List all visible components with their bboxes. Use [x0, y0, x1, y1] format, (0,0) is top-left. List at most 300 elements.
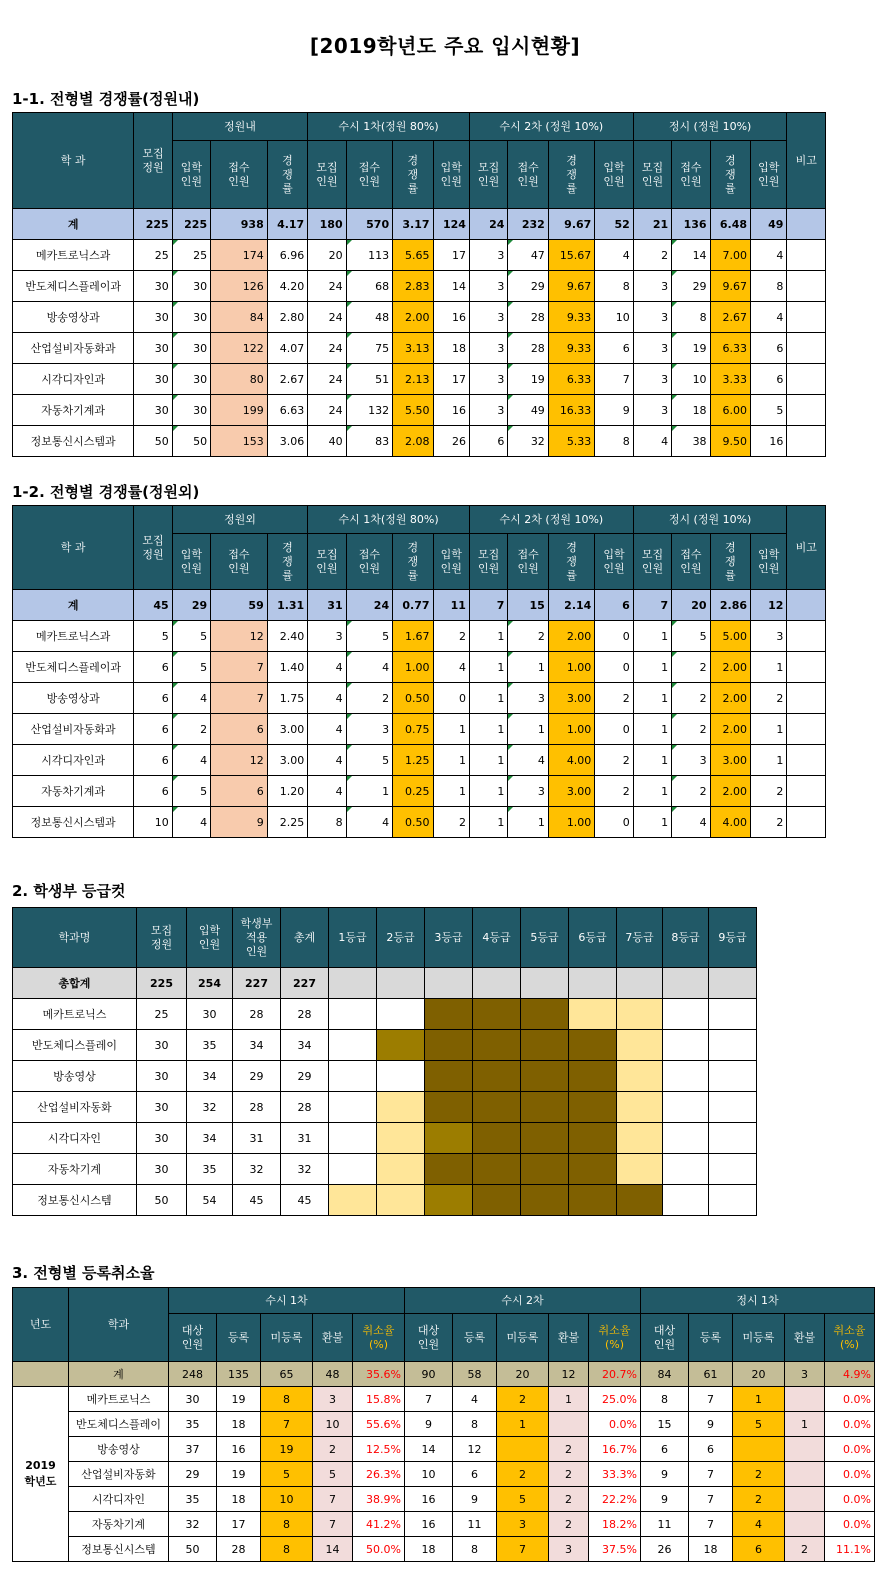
- cell: 0: [595, 652, 633, 683]
- table-grade-cut: [12, 907, 757, 1216]
- grade-cell: [663, 1185, 709, 1216]
- cell: 2: [433, 807, 469, 838]
- cell: 4: [595, 240, 633, 271]
- cell: 2: [549, 1437, 589, 1462]
- subheader-rate: 경 쟁 률: [267, 141, 307, 209]
- table-row: [13, 1412, 875, 1437]
- table-row: [13, 1092, 757, 1123]
- cell: 14: [313, 1537, 353, 1562]
- table-row: [13, 364, 826, 395]
- cell: 32: [508, 426, 548, 457]
- cell: 10: [261, 1487, 313, 1512]
- cell: 30: [187, 999, 233, 1030]
- grade-cell: [617, 1061, 663, 1092]
- grade-cell: [425, 968, 473, 999]
- cell: 1: [751, 714, 787, 745]
- dept-name: 시각디자인: [69, 1487, 169, 1512]
- table-row: [13, 1030, 757, 1061]
- cell: 6.33: [710, 333, 750, 364]
- grade-cell: [377, 1030, 425, 1061]
- cell: 2: [549, 1487, 589, 1512]
- cell: 28: [233, 999, 281, 1030]
- cell: 33.3%: [589, 1462, 641, 1487]
- cell: 122: [211, 333, 268, 364]
- cell: 2: [785, 1537, 825, 1562]
- grade-cell: [329, 1061, 377, 1092]
- grade-cell: [425, 1092, 473, 1123]
- cell: 7: [211, 683, 268, 714]
- cell: 4.9%: [825, 1362, 875, 1387]
- section-2-title: 2. 학생부 등급컷: [12, 882, 126, 900]
- cell: 29: [508, 271, 548, 302]
- cell: 1: [633, 683, 671, 714]
- subheader-rec: 모집 인원: [633, 141, 671, 209]
- cell: 4.00: [548, 745, 595, 776]
- cell: 3: [633, 395, 671, 426]
- cell: 30: [137, 1154, 187, 1185]
- grade-cell: [617, 1185, 663, 1216]
- grade-cell: [617, 1092, 663, 1123]
- cell: [787, 652, 826, 683]
- cell: 30: [137, 1061, 187, 1092]
- grade-cell: [473, 1030, 521, 1061]
- cell: 2.67: [267, 364, 307, 395]
- grade-cell: [569, 1185, 617, 1216]
- cell: 2.00: [710, 714, 750, 745]
- cell: 4: [172, 807, 210, 838]
- cell: 35: [169, 1412, 217, 1437]
- subheader-rate: 경 쟁 률: [393, 534, 433, 590]
- cell: 25: [137, 999, 187, 1030]
- cell: 14: [433, 271, 469, 302]
- cell: 34: [233, 1030, 281, 1061]
- cell: 5: [313, 1462, 353, 1487]
- cell: 29: [169, 1462, 217, 1487]
- cell: 41.2%: [353, 1512, 405, 1537]
- cell: 50: [172, 426, 210, 457]
- cell: 3.17: [393, 209, 433, 240]
- cell: 4.07: [267, 333, 307, 364]
- header-group-early2: 수시 2차 (정원 10%): [469, 113, 633, 141]
- table-competition-in-quota: [12, 112, 826, 457]
- cell: 37.5%: [589, 1537, 641, 1562]
- cell: 1: [508, 807, 548, 838]
- header-dept: 학과: [69, 1288, 169, 1362]
- cell: 55.6%: [353, 1412, 405, 1437]
- cell: 5: [172, 776, 210, 807]
- cell: 3.00: [548, 776, 595, 807]
- cell: 7: [595, 364, 633, 395]
- cell: 6: [134, 714, 172, 745]
- cell: 1: [469, 745, 507, 776]
- cell: 1: [633, 776, 671, 807]
- dept-name: 자동차기계과: [13, 395, 134, 426]
- cell: 11: [433, 590, 469, 621]
- cell: 174: [211, 240, 268, 271]
- cell: 3: [469, 302, 507, 333]
- cell: 2: [346, 683, 393, 714]
- cell: 2.00: [710, 683, 750, 714]
- header-year: 년도: [13, 1288, 69, 1362]
- cell: 30: [172, 395, 210, 426]
- cell: 14: [672, 240, 710, 271]
- cell: 1: [469, 652, 507, 683]
- cell: [787, 209, 826, 240]
- dept-name: 반도체디스플레이: [13, 1030, 137, 1061]
- cell: 0.75: [393, 714, 433, 745]
- grade-header: 학생부 적용 인원: [233, 908, 281, 968]
- dept-name: 메카트로닉스과: [13, 240, 134, 271]
- cell: 2: [508, 621, 548, 652]
- cell: 153: [211, 426, 268, 457]
- cell: 25.0%: [589, 1387, 641, 1412]
- cell: 4.00: [710, 807, 750, 838]
- cell: 9: [689, 1412, 733, 1437]
- cell: 54: [187, 1185, 233, 1216]
- cell: 30: [134, 302, 172, 333]
- grade-cell: [663, 1030, 709, 1061]
- grade-header: 총계: [281, 908, 329, 968]
- header-dept: 학 과: [13, 113, 134, 209]
- cell: 1: [549, 1387, 589, 1412]
- cell: 1: [433, 745, 469, 776]
- cell: [787, 395, 826, 426]
- cell: 49: [751, 209, 787, 240]
- cell: 1.25: [393, 745, 433, 776]
- grade-header: 4등급: [473, 908, 521, 968]
- dept-name: 자동차기계: [69, 1512, 169, 1537]
- cell: 16: [433, 302, 469, 333]
- cell: 9.50: [710, 426, 750, 457]
- cell: 6.00: [710, 395, 750, 426]
- cell: 1.00: [393, 652, 433, 683]
- grade-cell: [709, 1061, 757, 1092]
- cell: 1.00: [548, 714, 595, 745]
- cell: 2: [672, 776, 710, 807]
- cell: 4: [453, 1387, 497, 1412]
- cell: 3: [346, 714, 393, 745]
- cell: [787, 621, 826, 652]
- cell: 24: [469, 209, 507, 240]
- cell: 6: [751, 333, 787, 364]
- cell: 11: [641, 1512, 689, 1537]
- subheader-unreg: 미등록: [261, 1314, 313, 1362]
- cell: [787, 590, 826, 621]
- subheader-rate: 경 쟁 률: [548, 141, 595, 209]
- cell: 28: [281, 999, 329, 1030]
- cell: 4: [172, 745, 210, 776]
- cell: 570: [346, 209, 393, 240]
- cell: 3: [549, 1537, 589, 1562]
- cell: 18: [672, 395, 710, 426]
- grade-cell: [709, 1092, 757, 1123]
- cell: 1: [433, 776, 469, 807]
- cell: 51: [346, 364, 393, 395]
- cell: 2.14: [548, 590, 595, 621]
- grade-cell: [521, 999, 569, 1030]
- dept-name: 정보통신시스템: [69, 1537, 169, 1562]
- cell: 0.0%: [825, 1412, 875, 1437]
- subheader-unreg: 미등록: [497, 1314, 549, 1362]
- cell: 126: [211, 271, 268, 302]
- cell: 3.00: [548, 683, 595, 714]
- cell: 50: [137, 1185, 187, 1216]
- cell: 248: [169, 1362, 217, 1387]
- grade-cell: [473, 1061, 521, 1092]
- cell: 2: [751, 683, 787, 714]
- table-row: [13, 807, 826, 838]
- dept-name: 메카트로닉스: [69, 1387, 169, 1412]
- grade-header: 9등급: [709, 908, 757, 968]
- cell: 12.5%: [353, 1437, 405, 1462]
- cell: 24: [308, 333, 346, 364]
- cell: 18: [433, 333, 469, 364]
- cell: 5: [346, 621, 393, 652]
- cell: 9: [641, 1462, 689, 1487]
- cell: 2: [497, 1462, 549, 1487]
- grade-cell: [617, 999, 663, 1030]
- cell: 7: [497, 1537, 549, 1562]
- cell: 7: [689, 1487, 733, 1512]
- cell: 29: [672, 271, 710, 302]
- cell: 2: [595, 745, 633, 776]
- cell: 10: [595, 302, 633, 333]
- grade-cell: [425, 1185, 473, 1216]
- cell: 2.00: [710, 652, 750, 683]
- cell: 32: [281, 1154, 329, 1185]
- cell: 12: [211, 745, 268, 776]
- subheader-app: 접수 인원: [211, 141, 268, 209]
- subheader-ent: 입학 인원: [433, 141, 469, 209]
- grade-cell: [709, 999, 757, 1030]
- cell: 35: [187, 1154, 233, 1185]
- cell: 30: [172, 271, 210, 302]
- cell: 34: [281, 1030, 329, 1061]
- cell: 3: [751, 621, 787, 652]
- grade-cell: [329, 968, 377, 999]
- cell: 40: [308, 426, 346, 457]
- cell: 30: [134, 395, 172, 426]
- cell: 1: [508, 714, 548, 745]
- cell: 30: [137, 1092, 187, 1123]
- cell: 49: [508, 395, 548, 426]
- cell: 84: [211, 302, 268, 333]
- grade-cell: [377, 1061, 425, 1092]
- cell: 6: [453, 1462, 497, 1487]
- cell: 2: [751, 776, 787, 807]
- table-competition-out-quota: [12, 505, 826, 838]
- cell: 6: [595, 333, 633, 364]
- cell: 12: [549, 1362, 589, 1387]
- section-1-1-title: 1-1. 전형별 경쟁률(정원내): [12, 90, 200, 108]
- cell: 11.1%: [825, 1537, 875, 1562]
- table-row: [13, 333, 826, 364]
- cell: 2: [433, 621, 469, 652]
- table-row: [13, 1537, 875, 1562]
- cell: 1.40: [267, 652, 307, 683]
- grade-cell: [473, 1154, 521, 1185]
- cell: 12: [211, 621, 268, 652]
- grade-cell: [709, 968, 757, 999]
- cell: 0.0%: [825, 1462, 875, 1487]
- cell: 15.67: [548, 240, 595, 271]
- grade-cell: [569, 1092, 617, 1123]
- cell: 48: [313, 1362, 353, 1387]
- table-row: [13, 1185, 757, 1216]
- subheader-app: 접수 인원: [211, 534, 268, 590]
- table-row: [13, 271, 826, 302]
- cell: 3.33: [710, 364, 750, 395]
- grade-header: 1등급: [329, 908, 377, 968]
- cell: 2: [672, 714, 710, 745]
- cell: 0.0%: [825, 1437, 875, 1462]
- cell: 65: [261, 1362, 313, 1387]
- cell: 19: [217, 1462, 261, 1487]
- cell: 6: [469, 426, 507, 457]
- cell: 16: [405, 1487, 453, 1512]
- header-group-early1: 수시 1차(정원 80%): [308, 506, 470, 534]
- cell: 8: [595, 271, 633, 302]
- cell: [785, 1512, 825, 1537]
- cell: 8: [595, 426, 633, 457]
- cell: 1: [346, 776, 393, 807]
- cell: 18: [217, 1412, 261, 1437]
- table-body: [13, 209, 826, 457]
- cell: 0.50: [393, 683, 433, 714]
- cell: 29: [233, 1061, 281, 1092]
- cell: 6: [751, 364, 787, 395]
- cell: 50.0%: [353, 1537, 405, 1562]
- cell: 18: [689, 1537, 733, 1562]
- subheader-cancel: 취소율 (%): [825, 1314, 875, 1362]
- grade-cell: [521, 1092, 569, 1123]
- cell: 25: [172, 240, 210, 271]
- cell: [787, 776, 826, 807]
- grade-header: 3등급: [425, 908, 473, 968]
- cell: 1: [469, 807, 507, 838]
- cell: 34: [187, 1061, 233, 1092]
- cell: 4: [172, 683, 210, 714]
- table-row: [13, 302, 826, 333]
- subheader-rate: 경 쟁 률: [710, 141, 750, 209]
- grade-cell: [425, 1123, 473, 1154]
- cell: 2: [497, 1387, 549, 1412]
- cell: 4: [508, 745, 548, 776]
- cell: 7.00: [710, 240, 750, 271]
- grade-cell: [709, 1030, 757, 1061]
- cell: 50: [169, 1537, 217, 1562]
- cell: 2: [595, 683, 633, 714]
- table-row: [13, 652, 826, 683]
- cell: 10: [405, 1462, 453, 1487]
- header-group-regular: 정시 (정원 10%): [633, 113, 787, 141]
- grade-cell: [329, 1030, 377, 1061]
- cell: 15.8%: [353, 1387, 405, 1412]
- grade-header: 8등급: [663, 908, 709, 968]
- subheader-ent: 입학 인원: [751, 534, 787, 590]
- cell: 1: [785, 1412, 825, 1437]
- subheader-app: 접수 인원: [508, 534, 548, 590]
- cell: 38.9%: [353, 1487, 405, 1512]
- grade-cell: [569, 1123, 617, 1154]
- dept-name: 산업설비자동화과: [13, 333, 134, 364]
- cell: 0.50: [393, 807, 433, 838]
- grade-cell: [329, 1092, 377, 1123]
- subheader-rec: 모집 인원: [633, 534, 671, 590]
- grade-cell: [617, 1154, 663, 1185]
- cell: 254: [187, 968, 233, 999]
- grade-cell: [617, 968, 663, 999]
- subheader-rate: 경 쟁 률: [267, 534, 307, 590]
- dept-name: 정보통신시스템과: [13, 807, 134, 838]
- header-group-early2: 수시 2차: [405, 1288, 641, 1314]
- dept-name: 산업설비자동화: [13, 1092, 137, 1123]
- cell: 16: [405, 1512, 453, 1537]
- grade-header: 입학 인원: [187, 908, 233, 968]
- cell: 6: [134, 683, 172, 714]
- cell: 2.67: [710, 302, 750, 333]
- subheader-app: 접수 인원: [672, 141, 710, 209]
- cell: 5.50: [393, 395, 433, 426]
- cell: 26.3%: [353, 1462, 405, 1487]
- cell: 1.00: [548, 652, 595, 683]
- cell: 3: [785, 1362, 825, 1387]
- cell: 9: [595, 395, 633, 426]
- cell: 2.00: [393, 302, 433, 333]
- subheader-ent: 입학 인원: [595, 534, 633, 590]
- dept-name: 계: [13, 590, 134, 621]
- cell: 47: [508, 240, 548, 271]
- table-row: [13, 1123, 757, 1154]
- table-row: [13, 1512, 875, 1537]
- cell: 29: [172, 590, 210, 621]
- cell: 5: [346, 745, 393, 776]
- grade-cell: [663, 999, 709, 1030]
- cell: 225: [172, 209, 210, 240]
- cell: 2: [172, 714, 210, 745]
- grade-header: 학과명: [13, 908, 137, 968]
- subheader-rate: 경 쟁 률: [710, 534, 750, 590]
- table-row: [13, 714, 826, 745]
- cell: 227: [281, 968, 329, 999]
- cell: 17: [217, 1512, 261, 1537]
- cell: [785, 1487, 825, 1512]
- cell: 8: [261, 1512, 313, 1537]
- cell: 2.00: [710, 776, 750, 807]
- cell: 35: [169, 1487, 217, 1512]
- cell: 6.33: [548, 364, 595, 395]
- cell: 45: [281, 1185, 329, 1216]
- cell: 10: [134, 807, 172, 838]
- cell: 1: [469, 683, 507, 714]
- table-row: [13, 1487, 875, 1512]
- cell: 30: [134, 364, 172, 395]
- grade-cell: [329, 1123, 377, 1154]
- subheader-ent: 입학 인원: [751, 141, 787, 209]
- dept-name: 시각디자인과: [13, 745, 134, 776]
- cell: 15: [641, 1412, 689, 1437]
- dept-name: 시각디자인: [13, 1123, 137, 1154]
- cell: 5: [497, 1487, 549, 1512]
- cell: 232: [508, 209, 548, 240]
- table-row: [13, 621, 826, 652]
- subheader-app: 접수 인원: [672, 534, 710, 590]
- cell: 16: [433, 395, 469, 426]
- cell: 20: [308, 240, 346, 271]
- cell: 28: [217, 1537, 261, 1562]
- cell: 16.7%: [589, 1437, 641, 1462]
- table-row: [13, 395, 826, 426]
